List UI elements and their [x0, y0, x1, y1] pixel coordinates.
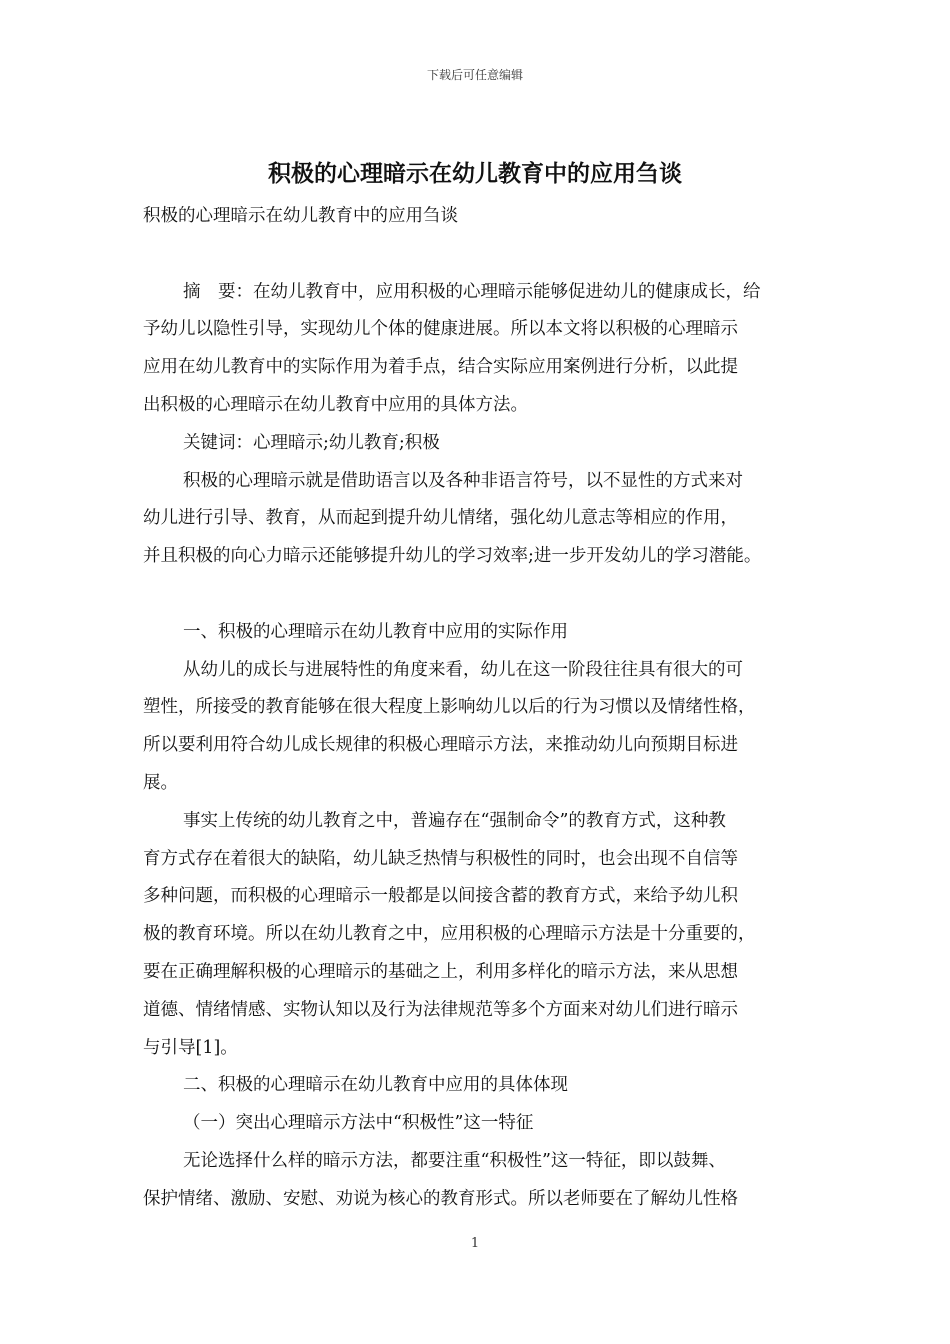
paragraph-line: 育方式存在着很大的缺陷，幼儿缺乏热情与积极性的同时，也会出现不自信等: [143, 848, 738, 869]
subtitle: 积极的心理暗示在幼儿教育中的应用刍谈: [143, 206, 458, 226]
paragraph-line: 事实上传统的幼儿教育之中，普遍存在“强制命令”的教育方式，这种教: [183, 810, 726, 831]
paragraph-line: 与引导[1]。: [143, 1037, 238, 1058]
abstract-line: 出积极的心理暗示在幼儿教育中应用的具体方法。: [143, 394, 528, 415]
abstract-line: 予幼儿以隐性引导，实现幼儿个体的健康进展。所以本文将以积极的心理暗示: [143, 319, 738, 340]
paragraph-line: 幼儿进行引导、教育，从而起到提升幼儿情绪，强化幼儿意志等相应的作用，: [143, 508, 738, 529]
blank-line: [143, 576, 813, 614]
paragraph-line: 从幼儿的成长与进展特性的角度来看，幼儿在这一阶段往往具有很大的可: [183, 659, 743, 680]
paragraph-line: 积极的心理暗示就是借助语言以及各种非语言符号，以不显性的方式来对: [183, 470, 743, 491]
section-heading: 二、积极的心理暗示在幼儿教育中应用的具体体现: [183, 1075, 568, 1096]
keywords-line: 关键词：心理暗示;幼儿教育;积极: [183, 432, 440, 453]
blank-line: [143, 236, 813, 274]
paragraph-line: 无论选择什么样的暗示方法，都要注重“积极性”这一特征，即以鼓舞、: [183, 1150, 726, 1171]
paragraph-line: 展。: [143, 772, 178, 793]
document-title: 积极的心理暗示在幼儿教育中的应用刍谈: [268, 161, 682, 187]
paragraph-line: 要在正确理解积极的心理暗示的基础之上，利用多样化的暗示方法，来从思想: [143, 961, 738, 982]
page-header: 下载后可任意编辑: [426, 68, 523, 82]
paragraph-line: 所以要利用符合幼儿成长规律的积极心理暗示方法，来推动幼儿向预期目标进: [143, 735, 738, 756]
paragraph-line: 保护情绪、激励、安慰、劝说为核心的教育形式。所以老师要在了解幼儿性格: [143, 1188, 738, 1209]
paragraph-line: 塑性，所接受的教育能够在很大程度上影响幼儿以后的行为习惯以及情绪性格，: [143, 697, 756, 718]
document-body: [143, 198, 813, 1219]
page-number: 1: [470, 1236, 480, 1251]
abstract-line: 应用在幼儿教育中的实际作用为着手点，结合实际应用案例进行分析，以此提: [143, 357, 738, 378]
paragraph-line: 多种问题，而积极的心理暗示一般都是以间接含蓄的教育方式，来给予幼儿积: [143, 886, 738, 907]
abstract-line: 摘 要：在幼儿教育中，应用积极的心理暗示能够促进幼儿的健康成长，给: [183, 281, 761, 302]
subsection-heading: （一）突出心理暗示方法中“积极性”这一特征: [183, 1113, 534, 1134]
paragraph-line: 并且积极的向心力暗示还能够提升幼儿的学习效率;进一步开发幼儿的学习潜能。: [143, 546, 762, 567]
paragraph-line: 道德、情绪情感、实物认知以及行为法律规范等多个方面来对幼儿们进行暗示: [143, 999, 738, 1020]
section-heading: 一、积极的心理暗示在幼儿教育中应用的实际作用: [183, 621, 568, 642]
paragraph-line: 极的教育环境。所以在幼儿教育之中，应用积极的心理暗示方法是十分重要的，: [143, 924, 756, 945]
